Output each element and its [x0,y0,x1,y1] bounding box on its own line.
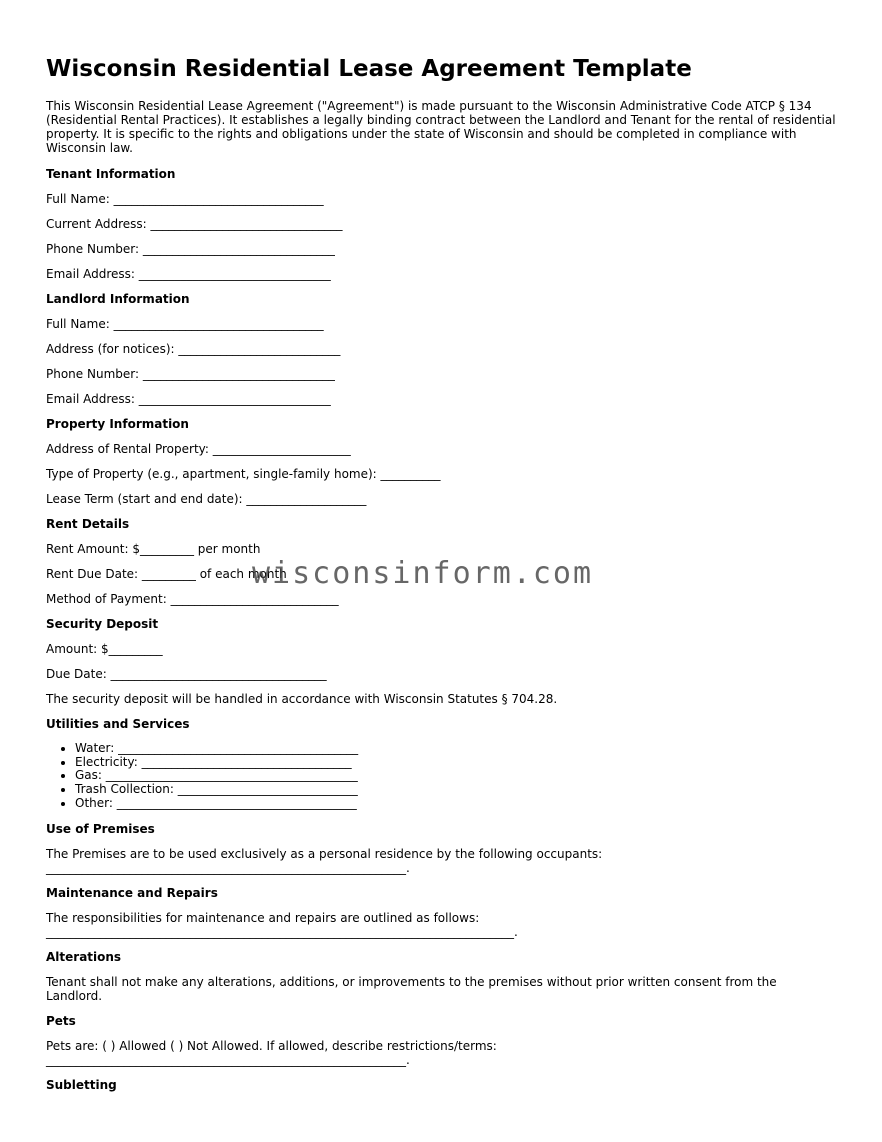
property-address-field[interactable]: Address of Rental Property: _______________________ [46,442,351,456]
premises-text[interactable]: The Premises are to be used exclusively as a personal residence by the following occupants: ____________________________________________________________. [46,846,603,875]
subletting-heading: Subletting [46,1077,117,1092]
property-type-field[interactable]: Type of Property (e.g., apartment, single-family home): __________ [46,467,441,481]
landlord-heading: Landlord Information [46,292,190,306]
alterations-text: Tenant shall not make any alterations, additions, or improvements to the premises without prior written consent from the Landlord. [46,974,777,1003]
alterations-heading: Alterations [46,949,122,964]
utility-electricity-field[interactable]: • Electricity: ___________________________________ [75,756,836,770]
tenant-full-name-field[interactable]: Full Name: ___________________________________ [46,192,324,206]
deposit-amount-field[interactable]: Amount: $_________ [46,642,163,656]
utility-other-field[interactable]: • Other: ________________________________________ [75,797,836,811]
deposit-due-date-field[interactable]: Due Date: ____________________________________ [46,667,327,681]
deposit-note: The security deposit will be handled in accordance with Wisconsin Statutes § 704.28. [46,692,558,706]
tenant-email-field[interactable]: Email Address: ________________________________ [46,267,331,281]
landlord-phone-field[interactable]: Phone Number: ________________________________ [46,367,335,381]
rent-due-date-field[interactable]: Rent Due Date: _________ of each month [46,567,287,581]
payment-method-field[interactable]: Method of Payment: ____________________________ [46,592,339,606]
landlord-email-field[interactable]: Email Address: ________________________________ [46,392,331,406]
rent-amount-field[interactable]: Rent Amount: $_________ per month [46,542,261,556]
watermark-text: wisconsinform.com [252,556,594,591]
utilities-list [46,742,836,811]
utilities-heading: Utilities and Services [46,717,190,731]
intro-paragraph: This Wisconsin Residential Lease Agreement ("Agreement") is made pursuant to the Wisconsin Administrative Code ATCP § 134 (Residential Rental Practices). It establishes a legally binding contract between the Landlord and Tenant for the rental of residential property. It is specific to the rights and obligations under the state of Wisconsin and should be completed in compliance with Wisconsin law. [46,99,836,155]
pets-text[interactable]: Pets are: ( ) Allowed ( ) Not Allowed. If allowed, describe restrictions/terms: ____________________________________________________________. [46,1038,497,1067]
rent-heading: Rent Details [46,517,130,531]
deposit-heading: Security Deposit [46,617,159,631]
utility-gas-field[interactable]: • Gas: __________________________________________ [75,769,836,783]
pets-heading: Pets [46,1013,76,1028]
tenant-heading: Tenant Information [46,167,176,181]
tenant-phone-field[interactable]: Phone Number: ________________________________ [46,242,335,256]
premises-heading: Use of Premises [46,821,155,836]
maintenance-heading: Maintenance and Repairs [46,885,218,900]
landlord-full-name-field[interactable]: Full Name: ___________________________________ [46,317,324,331]
tenant-current-address-field[interactable]: Current Address: ________________________________ [46,217,343,231]
landlord-address-field[interactable]: Address (for notices): ___________________________ [46,342,341,356]
maintenance-text[interactable]: The responsibilities for maintenance and repairs are outlined as follows: ______________________________________________________________________________. [46,910,518,939]
utility-trash-field[interactable]: • Trash Collection: ______________________________ [75,783,836,797]
document-title: Wisconsin Residential Lease Agreement Template [46,56,692,82]
lease-term-field[interactable]: Lease Term (start and end date): ____________________ [46,492,367,506]
utility-water-field[interactable]: • Water: ________________________________________ [75,742,836,756]
property-heading: Property Information [46,417,189,431]
